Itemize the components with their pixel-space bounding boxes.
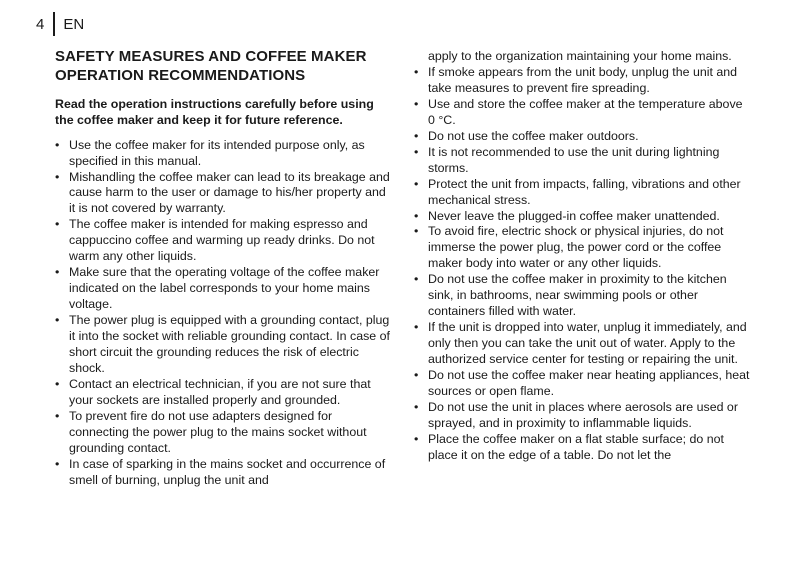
right-column xyxy=(414,49,752,464)
list-item: • To prevent fire do not use adapters designed for connecting the power plug to the mains socket without grounding contact. xyxy=(55,409,391,457)
list-item: • If smoke appears from the unit body, unplug the unit and take measures to prevent fire spreading. xyxy=(414,65,752,97)
right-bullet-list xyxy=(414,65,752,464)
list-item: • Do not use the coffee maker in proximity to the kitchen sink, in bathrooms, near swimming pools or other containers filled with water. xyxy=(414,272,752,320)
list-item: • Do not use the unit in places where aerosols are used or sprayed, and in proximity to inflammable liquids. xyxy=(414,400,752,432)
list-item: • Contact an electrical technician, if you are not sure that your sockets are installed properly and grounded. xyxy=(55,377,391,409)
page-header xyxy=(36,12,84,36)
list-item: • Protect the unit from impacts, falling, vibrations and other mechanical stress. xyxy=(414,177,752,209)
list-item: • If the unit is dropped into water, unplug it immediately, and only then you can take the unit out of water. Apply to the authorized service center for testing or repairing the unit. xyxy=(414,320,752,368)
list-item: • Place the coffee maker on a flat stable surface; do not place it on the edge of a table. Do not let the xyxy=(414,432,752,464)
header-divider xyxy=(53,12,55,36)
list-item: • It is not recommended to use the unit during lightning storms. xyxy=(414,145,752,177)
left-column xyxy=(55,47,391,489)
list-item: • Use and store the coffee maker at the temperature above 0 °C. xyxy=(414,97,752,129)
left-bullet-list xyxy=(55,138,391,489)
list-item: • Do not use the coffee maker outdoors. xyxy=(414,129,752,145)
list-item: • In case of sparking in the mains socket and occurrence of smell of burning, unplug the unit and xyxy=(55,457,391,489)
list-item: • To avoid fire, electric shock or physical injuries, do not immerse the power plug, the power cord or the coffee maker body into water or any other liquids. xyxy=(414,224,752,272)
intro-paragraph: Read the operation instructions carefully before using the coffee maker and keep it for future reference. xyxy=(55,97,374,128)
list-item: • The coffee maker is intended for making espresso and cappuccino coffee and warming up ready drinks. Do not warm any other liquids. xyxy=(55,217,391,265)
list-item: • Do not use the coffee maker near heating appliances, heat sources or open flame. xyxy=(414,368,752,400)
list-item: • Mishandling the coffee maker can lead to its breakage and cause harm to the user or damage to his/her property and it is not covered by warranty. xyxy=(55,170,391,218)
list-item: • Never leave the plugged-in coffee maker unattended. xyxy=(414,209,752,225)
list-item: • The power plug is equipped with a grounding contact, plug it into the socket with reliable grounding contact. In case of short circuit the grounding reduces the risk of electric shock. xyxy=(55,313,391,377)
page-number: 4 xyxy=(36,15,45,33)
section-title: SAFETY MEASURES AND COFFEE MAKER OPERATION RECOMMENDATIONS xyxy=(55,48,367,84)
language-label: EN xyxy=(63,15,85,33)
continued-text: apply to the organization maintaining your home mains. xyxy=(428,49,732,63)
list-item: • Use the coffee maker for its intended purpose only, as specified in this manual. xyxy=(55,138,391,170)
list-item: • Make sure that the operating voltage of the coffee maker indicated on the label corresponds to your home mains voltage. xyxy=(55,265,391,313)
